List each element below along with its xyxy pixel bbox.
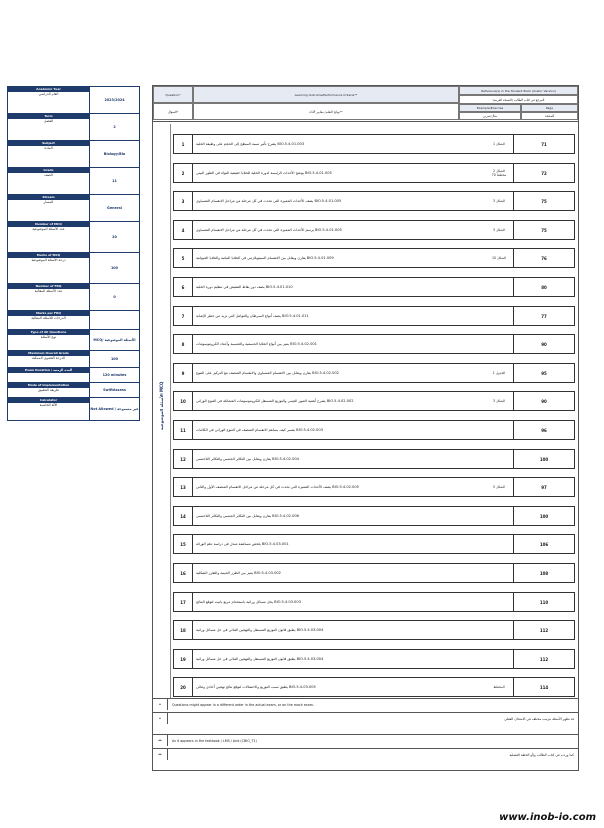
footnote-marker: ** [153, 749, 168, 760]
page-number: 106 [513, 535, 574, 553]
mcq-section-label: الأسئلة الموضوعية MCQ [159, 381, 164, 431]
question-number: 18 [174, 621, 193, 639]
learning-outcome: BIO.5.4.02.002 يشرح أهمية العبور الجيني والتوزيع المستقل للكروموسومات المتماثلة في التنوع الوراثي [196, 398, 354, 403]
learning-outcome: BIO.5.4.01.003 يشرح تأثير نسبة السطح إلى الحجم على وظيفة الخلية [196, 141, 305, 146]
info-row [8, 398, 139, 420]
info-label-ar: الفصل [43, 119, 54, 123]
table-row [173, 334, 575, 354]
reference-text: الشكل 3 [493, 199, 505, 203]
reference-cell [484, 249, 514, 267]
footnote-marker: ** [153, 735, 168, 746]
info-label-ar: طريقة التطبيق [38, 388, 59, 392]
learning-outcome: BIO.5.4.01.009 يقارن ويقابل بين الانقسام السيتوبلازمي في الخلايا النباتية والخلايا الحيوانية [196, 255, 334, 260]
info-row [8, 311, 139, 330]
footnote-row [153, 712, 578, 724]
reference-text: الجدول 1 [492, 371, 506, 375]
footnote-text: As it appears in the textbook / LMS / And (CBIO_T1) [172, 738, 257, 743]
reference-cell [484, 621, 514, 639]
info-value: MCQ/ الأسئلة الموضوعية [93, 338, 136, 342]
info-label-en: Exam Duration / المدة الزمنية [8, 368, 89, 373]
reference-cell [484, 135, 514, 153]
info-label [8, 222, 90, 252]
question-number: 6 [174, 278, 193, 296]
table-row [173, 363, 575, 383]
question-number: 3 [174, 192, 193, 210]
info-label-en: Academic Year [8, 87, 89, 92]
page-number: 90 [513, 335, 574, 353]
info-label-ar: الآلة الحاسبة [39, 403, 58, 407]
footnote-text: قد تظهر الأسئلة بترتيب مختلف في الامتحان الفعلي [504, 716, 574, 721]
info-label-en: Maximum Overall Grade [8, 351, 89, 356]
page-header: Page [521, 104, 578, 112]
page-number: 71 [513, 135, 574, 153]
reference-text: الشكل 1 [493, 142, 505, 146]
info-label-ar: درجة الأسئلة الموضوعية [31, 258, 66, 262]
learning-outcome: BIO.5.4.01.010 يصف دور نقاط التفتيش في تنظيم دورة الخلية [196, 284, 293, 289]
question-number: 20 [174, 678, 193, 696]
learning-outcome: BIO.5.4.03.002 يميز بين الطرز الجينية والطرز الشكلية [196, 570, 281, 575]
page-number: 96 [513, 421, 574, 439]
watermark: www.inob-io.com [499, 812, 596, 823]
reference-cell [484, 450, 514, 468]
reference-cell [484, 535, 514, 553]
info-label [8, 330, 90, 350]
question-number: 5 [174, 249, 193, 267]
page-number: 110 [513, 593, 574, 611]
reference-text: الشكل 10 [492, 256, 506, 260]
reference-header: Reference(s) in the Student Book (Arabic Version) [459, 86, 578, 95]
page-number: 75 [513, 221, 574, 239]
reference-cell [484, 678, 514, 696]
question-number: 14 [174, 507, 193, 525]
table-row [173, 620, 575, 640]
footnote-marker: * [153, 713, 168, 724]
info-label-ar: الصف [44, 173, 53, 177]
page-number: 112 [513, 621, 574, 639]
info-label [8, 284, 90, 310]
question-number: 9 [174, 364, 193, 382]
learning-outcome: BIO.5.4.02.002 يقارن ويقابل بين الانقسام المتساوي والانقسام المنصف مع التركيز على التنوع [196, 370, 339, 375]
footnote-row [153, 698, 578, 710]
reference-header-ar: المرجع في كتاب الطالب (النسخة العربية) [459, 95, 578, 104]
info-label-ar: الدرجات للأسئلة المقالية [31, 316, 66, 320]
info-row [8, 87, 139, 114]
page-header-ar: الصفحة [521, 112, 578, 120]
info-label-en: Marks per FRQ [8, 311, 89, 316]
info-value: 2023/2024 [104, 98, 125, 102]
question-number: 17 [174, 593, 193, 611]
info-label-en: Stream [8, 195, 89, 200]
info-label [8, 383, 90, 397]
table-row [173, 191, 575, 211]
reference-text: الشكل 2 [493, 169, 505, 173]
footnote-row [153, 748, 578, 760]
info-label-ar: المادة [44, 146, 53, 150]
question-number: 1 [174, 135, 193, 153]
page-number: 95 [513, 364, 574, 382]
learning-outcome: BIO.5.4.03.001 يلخص مساهمة مندل في دراسة علم الوراثة [196, 541, 289, 546]
page-number: 100 [513, 450, 574, 468]
info-label [8, 87, 90, 113]
reference-cell [484, 564, 514, 582]
question-number: 16 [174, 564, 193, 582]
question-number: 2 [174, 164, 193, 182]
info-value: 0 [113, 295, 116, 299]
page-number: 76 [513, 249, 574, 267]
outcome-header-ar: نواتج التعلم/ معايير الأداء** [193, 103, 459, 120]
table-row [173, 220, 575, 240]
info-label [8, 168, 90, 194]
table-row [173, 592, 575, 612]
table-row [173, 306, 575, 326]
info-value: 100 [110, 357, 119, 361]
reference-text: الشكل 3 [493, 228, 505, 232]
table-row [173, 277, 575, 297]
reference-cell [484, 593, 514, 611]
example-header: Example/Exercise [459, 104, 521, 112]
table-row [173, 420, 575, 440]
info-label-ar: المسار [43, 200, 54, 204]
page-number: 90 [513, 392, 574, 410]
page-number: 80 [513, 278, 574, 296]
reference-cell [484, 221, 514, 239]
info-label-en: Calculator [8, 398, 89, 403]
reference-cell [484, 364, 514, 382]
table-row [173, 248, 575, 268]
info-label [8, 253, 90, 283]
learning-outcome: BIO.5.4.03.003 يحل مسائل وراثية باستخدام مربع بانيت لتوقع النتائج [196, 599, 301, 604]
info-value: Biology/Bio [103, 152, 126, 156]
page-number: 97 [513, 478, 574, 496]
question-number: 4 [174, 221, 193, 239]
page-number: 77 [513, 307, 574, 325]
reference-cell [484, 307, 514, 325]
info-value: General [107, 206, 122, 210]
table-row [173, 563, 575, 583]
info-row [8, 222, 139, 253]
page-number: 112 [513, 650, 574, 668]
info-row [8, 284, 139, 311]
learning-outcome: BIO.5.4.01.005 يوضح الأحداث الرئيسة لدورة الخلية للخلايا حقيقية النواة في الطور البيني [196, 170, 332, 175]
reference-text: الشكل 3 [493, 399, 505, 403]
info-label-en: Subject [8, 141, 89, 146]
question-header: Question* [153, 86, 193, 103]
learning-outcome: BIO.5.4.01.005 يصف الأحداث المميزة التي تحدث في كل مرحلة من مراحل الانقسام المتساوي [196, 198, 342, 203]
learning-outcome: BIO.5.4.03.004 يطبق قانون التوزيع المستقل والتهجين الثنائي في حل مسائل وراثية [196, 627, 324, 632]
info-value: Not Allowed / غير مسموحة [90, 407, 139, 411]
learning-outcome: BIO.5.4.02.003 يفسر كيف يساهم الانقسام المنصف في التنوع الوراثي في الكائنات [196, 427, 323, 432]
footnote-text: كما وردت في كتاب الطالب و/أو الخطة الفصلية [509, 752, 574, 757]
reference-cell [484, 507, 514, 525]
info-label-ar: عدد الأسئلة الموضوعية [32, 227, 65, 231]
side-rule [170, 124, 171, 698]
info-row [8, 351, 139, 368]
table-row [173, 477, 575, 497]
learning-outcome: BIO.5.4.02.001 يميز بين أنواع الخلايا الجسمية والجنسية وأعداد الكروموسومات [196, 341, 317, 346]
reference-cell [484, 421, 514, 439]
reference-cell [484, 164, 514, 182]
table-row [173, 449, 575, 469]
reference-cell [484, 192, 514, 210]
reference-cell [484, 278, 514, 296]
info-value: 11 [112, 179, 117, 183]
info-label [8, 398, 90, 420]
reference-text: المخطط [493, 685, 505, 689]
table-row [173, 506, 575, 526]
info-label-en: Type of All Questions [8, 330, 89, 335]
reference-cell [484, 392, 514, 410]
info-row [8, 383, 139, 398]
coverage-table [152, 85, 579, 771]
reference-cell [484, 478, 514, 496]
learning-outcome: BIO.5.4.01.011 يصف أنواع السرطان والعوامل التي تزيد من خطر الإصابة [196, 313, 309, 318]
question-number: 13 [174, 478, 193, 496]
reference-cell [484, 650, 514, 668]
info-label [8, 195, 90, 221]
info-value: 20 [112, 235, 117, 239]
info-label [8, 351, 90, 367]
learning-outcome: BIO.5.4.02.005 يصف الأحداث المميزة التي تحدث في كل مرحلة من مراحل الانقسام المنصف الأول والثاني [196, 484, 359, 489]
table-row [173, 677, 575, 697]
table-row [173, 391, 575, 411]
learning-outcome: BIO.5.4.02.004 يقارن ويقابل بين التكاثر الجنسي والتكاثر اللاجنسي [196, 456, 299, 461]
question-number: 11 [174, 421, 193, 439]
reference-text-2: مخطط 70 [491, 173, 507, 177]
reference-cell [484, 335, 514, 353]
table-header [153, 86, 578, 122]
reference-text: الشكل 5 [493, 485, 505, 489]
info-value [90, 311, 139, 329]
info-label [8, 368, 90, 382]
page-number: 100 [513, 507, 574, 525]
question-number: 15 [174, 535, 193, 553]
info-row [8, 168, 139, 195]
table-row [173, 163, 575, 183]
info-row [8, 195, 139, 222]
info-label-en: Number of FRQ [8, 284, 89, 289]
info-row [8, 330, 139, 351]
info-value: 120 minutes [102, 373, 127, 377]
info-label-ar: عدد الأسئلة المقالية [34, 289, 63, 293]
info-row [8, 368, 139, 383]
learning-outcome: BIO.5.4.03.005 يطبق نسب التوزيع والاحتمالات لتوقع نتائج تهجين أحادي وثنائي [196, 684, 316, 689]
learning-outcome: BIO.5.4.02.006 يقارن ويقابل بين التكاثر الجنسي والتكاثر اللاجنسي [196, 513, 299, 518]
info-label [8, 311, 90, 329]
question-header-ar: السؤال* [153, 103, 193, 120]
example-header-ar: مثال/تمرين [459, 112, 521, 120]
info-label-en: Term [8, 114, 89, 119]
info-label-ar: الدرجة القصوى الممكنة [31, 356, 66, 360]
footnote-row [153, 734, 578, 746]
footnote-text: Questions might appear in a different order in the actual exam, or on the mock exam. [172, 702, 315, 707]
info-value: 100 [110, 266, 119, 270]
table-row [173, 134, 575, 154]
info-label-en: Number of MCQ [8, 222, 89, 227]
question-number: 7 [174, 307, 193, 325]
info-row [8, 141, 139, 168]
info-label-ar: نوع الأسئلة [40, 335, 57, 339]
info-label [8, 114, 90, 140]
info-label-ar: العام الدراسي [38, 92, 59, 96]
info-row [8, 253, 139, 284]
question-number: 12 [174, 450, 193, 468]
info-label [8, 141, 90, 167]
table-row [173, 534, 575, 554]
page-number: 108 [513, 564, 574, 582]
learning-outcome: BIO.5.4.01.005 يرسم الأحداث المميزة التي تحدث في كل مرحلة من مراحل الانقسام المتساوي [196, 227, 342, 232]
info-label-en: Mode of Implementation [8, 383, 89, 388]
info-row [8, 114, 139, 141]
page-number: 114 [513, 678, 574, 696]
info-value: 2 [113, 125, 116, 129]
info-label-en: Marks of MCQ [8, 253, 89, 258]
exam-info-panel [7, 86, 140, 421]
table-row [173, 649, 575, 669]
footnote-marker: * [153, 699, 168, 710]
outcome-header: Learning Outcome/Performance Criteria** [193, 86, 459, 103]
question-number: 10 [174, 392, 193, 410]
info-label-en: Grade [8, 168, 89, 173]
learning-outcome: BIO.5.4.03.004 يطبق قانون التوزيع المستقل والتهجين الثنائي في حل مسائل وراثية [196, 656, 324, 661]
question-number: 8 [174, 335, 193, 353]
question-number: 19 [174, 650, 193, 668]
page-number: 75 [513, 192, 574, 210]
info-value: SwiftAssess [103, 388, 126, 392]
page-number: 72 [513, 164, 574, 182]
